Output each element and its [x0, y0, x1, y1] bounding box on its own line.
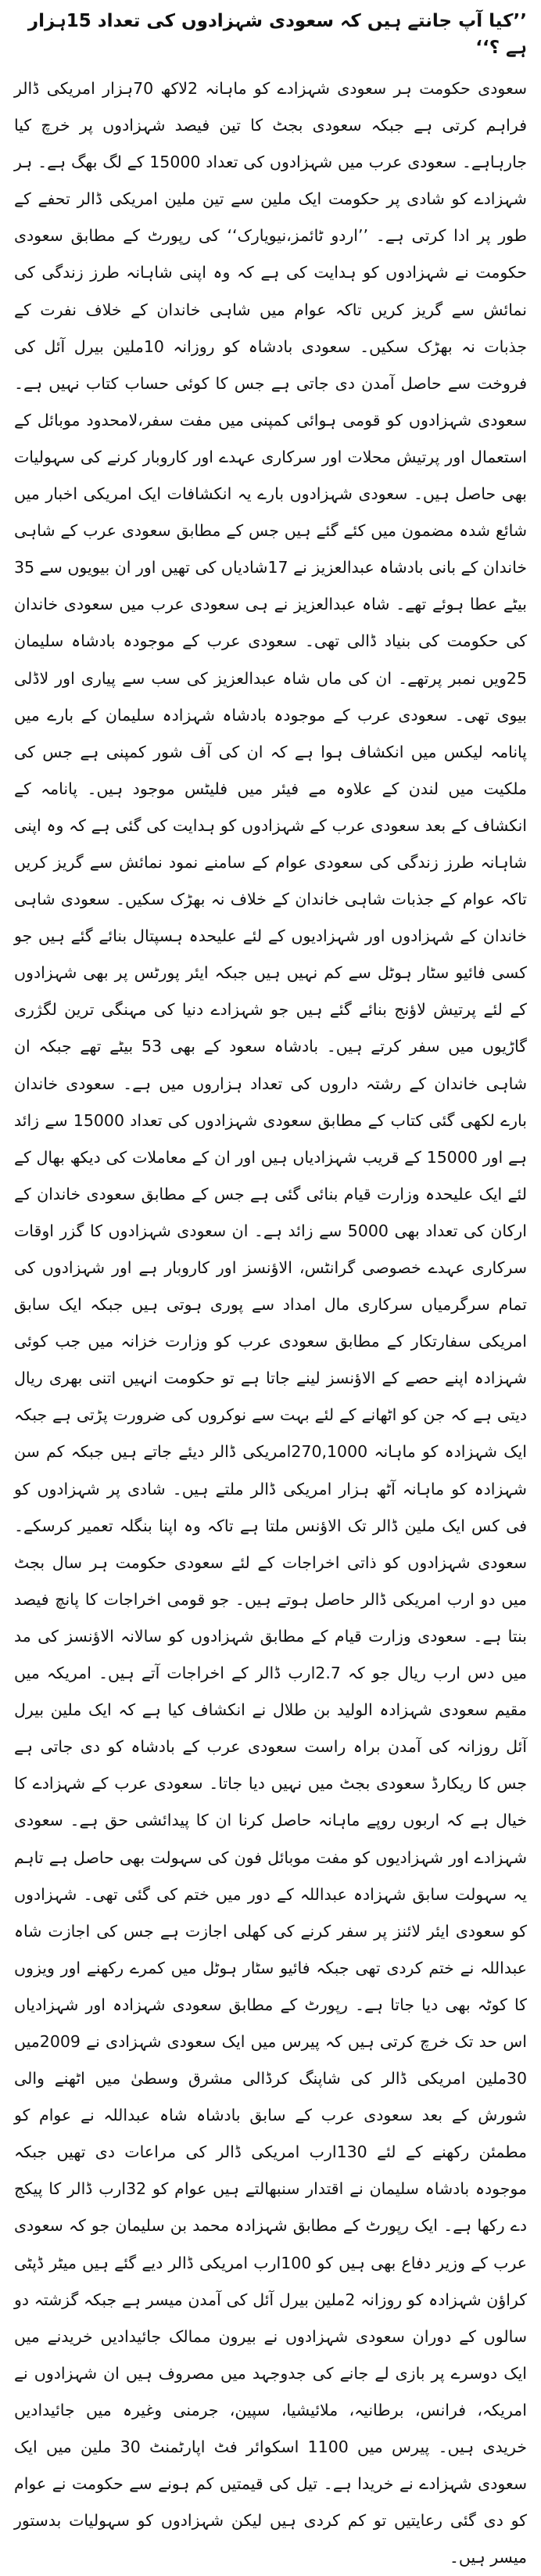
article-body	[14, 70, 527, 2576]
article-headline: ’’کیا آپ جانتے ہیں کہ سعودی شہزادوں کی تعداد 15ہزار ہے ؟‘‘	[27, 11, 527, 58]
article-paragraph: سعودی حکومت ہر سعودی شہزادے کو ماہانہ 2لاکھ 70ہزار امریکی ڈالر فراہم کرتی ہے جبکہ سعودی بجٹ کا تین فیصد شہزادوں پر خرچ کیا جارہاہے۔ سعودی عرب میں شہزادوں کی تعداد 15000 کے لگ بھگ ہے۔ ہر شہزادے کو شادی پر حکومت ایک ملین سے تین ملین امریکی ڈالر تحفے کے طور پر ادا کرتی ہے۔ ’’اردو ٹائمز،نیویارک‘‘ کی رپورٹ کے مطابق سعودی حکومت نے شہزادوں کو ہدایت کی ہے کہ وہ اپنی شاہانہ طرز زندگی کی نمائش سے گریز کریں تاکہ عوام میں شاہی خاندان کے خلاف نفرت کے جذبات نہ بھڑک سکیں۔ سعودی بادشاہ کو روزانہ 10ملین بیرل آئل کی فروخت سے حاصل آمدن دی جاتی ہے جس کا کوئی حساب کتاب نہیں ہے۔ سعودی شہزادوں کو قومی ہوائی کمپنی میں مفت سفر،لامحدود موبائل کے استعمال اور پرتیش محلات اور سرکاری عہدے اور کاروبار کرنے کی سہولیات بھی حاصل ہیں۔ سعودی شہزادوں بارے یہ انکشافات ایک امریکی اخبار میں شائع شدہ مضمون میں کئے گئے ہیں جس کے مطابق سعودی عرب کے شاہی خاندان کے بانی بادشاہ عبدالعزیز نے 17شادیاں کی تھیں اور ان بیویوں سے 35 بیٹے عطا ہوئے تھے۔ شاہ عبدالعزیز نے ہی سعودی عرب میں سعودی خاندان کی حکومت کی بنیاد ڈالی تھی۔ سعودی عرب کے موجودہ بادشاہ سلیمان 25ویں نمبر پرتھے۔ ان کی ماں شاہ عبدالعزیز کی سب سے پیاری اور لاڈلی بیوی تھی۔ سعودی عرب کے موجودہ بادشاہ شہزادہ سلیمان کے بارے میں پانامہ لیکس میں انکشاف ہوا ہے کہ ان کی آف شور کمپنی ہے جس کی ملکیت میں لندن کے علاوہ مے فیئر میں فلیٹس موجود ہیں۔ پانامہ کے انکشاف کے بعد سعودی عرب کے شہزادوں کو ہدایت کی گئی ہے کہ وہ اپنی شاہانہ طرز زندگی کی سعودی عوام کے سامنے نمود نمائش سے گریز کریں تاکہ عوام کے جذبات شاہی خاندان کے خلاف نہ بھڑک سکیں۔ سعودی شاہی خاندان کے شہزادوں اور شہزادیوں کے لئے علیحدہ ہسپتال بنائے گئے ہیں جو کسی فائیو سٹار ہوٹل سے کم نہیں ہیں جبکہ ایئر پورٹس پر بھی شہزادوں کے لئے پرتیش لاؤنج بنائے گئے ہیں جو شہزادے دنیا کی مہنگی ترین لگژری گاڑیوں میں سفر کرتے ہیں۔ بادشاہ سعود کے بھی 53 بیٹے تھے جبکہ ان شاہی خاندان کے رشتہ داروں کی تعداد ہزاروں میں ہے۔ سعودی خاندان بارے لکھی گئی کتاب کے مطابق سعودی شہزادوں کی تعداد 15000 سے زائد ہے اور 15000 کے قریب شہزادیاں ہیں اور ان کے معاملات کی دیکھ بھال کے لئے ایک علیحدہ وزارت قیام بنائی گئی ہے جس کے مطابق سعودی خاندان کے ارکان کی تعداد بھی 5000 سے زائد ہے۔ ان سعودی شہزادوں کا گزر اوقات سرکاری عہدے خصوصی گرانٹس، الاؤنسز اور کاروبار ہے اور شہزادوں کی تمام سرگرمیاں سرکاری مال امداد سے پوری ہوتی ہیں جبکہ ایک سابق امریکی سفارتکار کے مطابق سعودی عرب کو وزارت خزانہ میں جب کوئی شہزادہ اپنے حصے کے الاؤنسز لینے جاتا ہے تو حکومت انہیں اتنی بھری ریال دیتی ہے کہ جن کو اٹھانے کے لئے بہت سے نوکروں کی ضرورت پڑتی ہے جبکہ ایک شہزادہ کو ماہانہ 270,1000امریکی ڈالر دیئے جاتے ہیں جبکہ کم سن شہزادہ کو ماہانہ آٹھ ہزار امریکی ڈالر ملتے ہیں۔ شادی پر شہزادوں کو فی کس ایک ملین ڈالر تک الاؤنس ملتا ہے تاکہ وہ اپنا بنگلہ تعمیر کرسکے۔ سعودی شہزادوں کو ذاتی اخراجات کے لئے سعودی حکومت ہر سال بجٹ میں دو ارب امریکی ڈالر حاصل ہوتے ہیں۔ جو قومی اخراجات کا پانچ فیصد بنتا ہے۔ سعودی وزارت قیام کے مطابق شہزادوں کو سالانہ الاؤنسز کی مد میں دس ارب ریال جو کہ 2.7ارب ڈالر کے اخراجات آتے ہیں۔ امریکہ میں مقیم سعودی شہزادہ الولید بن طلال نے انکشاف کیا ہے کہ ایک ملین بیرل آئل روزانہ کی آمدن براہ راست سعودی عرب کے بادشاہ کو دی جاتی ہے جس کا ریکارڈ سعودی بجٹ میں نہیں دیا جاتا۔ سعودی عرب کے شہزادے کا خیال ہے کہ اربوں روپے ماہانہ حاصل کرنا ان کا پیدائشی حق ہے۔ سعودی شہزادے اور شہزادیوں کو مفت موبائل فون کی سہولت بھی حاصل ہے تاہم یہ سہولت سابق شہزادہ عبداللہ کے دور میں ختم کی گئی تھی۔ شہزادوں کو سعودی ایئر لائنز پر سفر کرنے کی کھلی اجازت ہے جس کی اجازت شاہ عبداللہ نے ختم کردی تھی جبکہ فائیو سٹار ہوٹل میں کمرے رکھنے اور ویزوں کا کوٹہ بھی دیا جاتا ہے۔ رپورٹ کے مطابق سعودی شہزادہ اور شہزادیاں اس حد تک خرچ کرتی ہیں کہ پیرس میں ایک سعودی شہزادی نے 2009میں 30ملین امریکی ڈالر کی شاپنگ کرڈالی مشرق وسطیٰ میں اٹھنے والی شورش کے بعد سعودی عرب کے سابق بادشاہ شاہ عبداللہ نے عوام کو مطمئن رکھنے کے لئے 130ارب امریکی ڈالر کی مراعات دی تھیں جبکہ موجودہ بادشاہ سلیمان نے اقتدار سنبھالتے ہیں عوام کو 32ارب ڈالر کا پیکج دے رکھا ہے۔ ایک رپورٹ کے مطابق شہزادہ محمد بن سلیمان جو کہ سعودی عرب کے وزیر دفاع بھی ہیں کو 100ارب امریکی ڈالر دیے گئے ہیں میٹر ڈپٹی کراؤن شہزادہ کو روزانہ 2ملین بیرل آئل کی آمدن میسر ہے جبکہ گزشتہ دو سالوں کے دوران سعودی شہزادوں نے بیرون ممالک جائیدادیں خریدنے میں ایک دوسرے پر بازی لے جانے کی جدوجہد میں مصروف ہیں ان شہزادوں نے امریکہ، فرانس، برطانیہ، ملائیشیا، سپین، جرمنی وغیرہ میں جائیدادیں خریدی ہیں۔ پیرس میں 1100 اسکوائر فٹ اپارٹمنٹ 30 ملین میں ایک سعودی شہزادے نے خریدا ہے۔ تیل کی قیمتیں کم ہونے سے حکومت نے عوام کو دی گئی رعایتیں تو کم کردی ہیں لیکن شہزادوں کو سہولیات بدستور میسر ہیں۔	[14, 79, 528, 2567]
